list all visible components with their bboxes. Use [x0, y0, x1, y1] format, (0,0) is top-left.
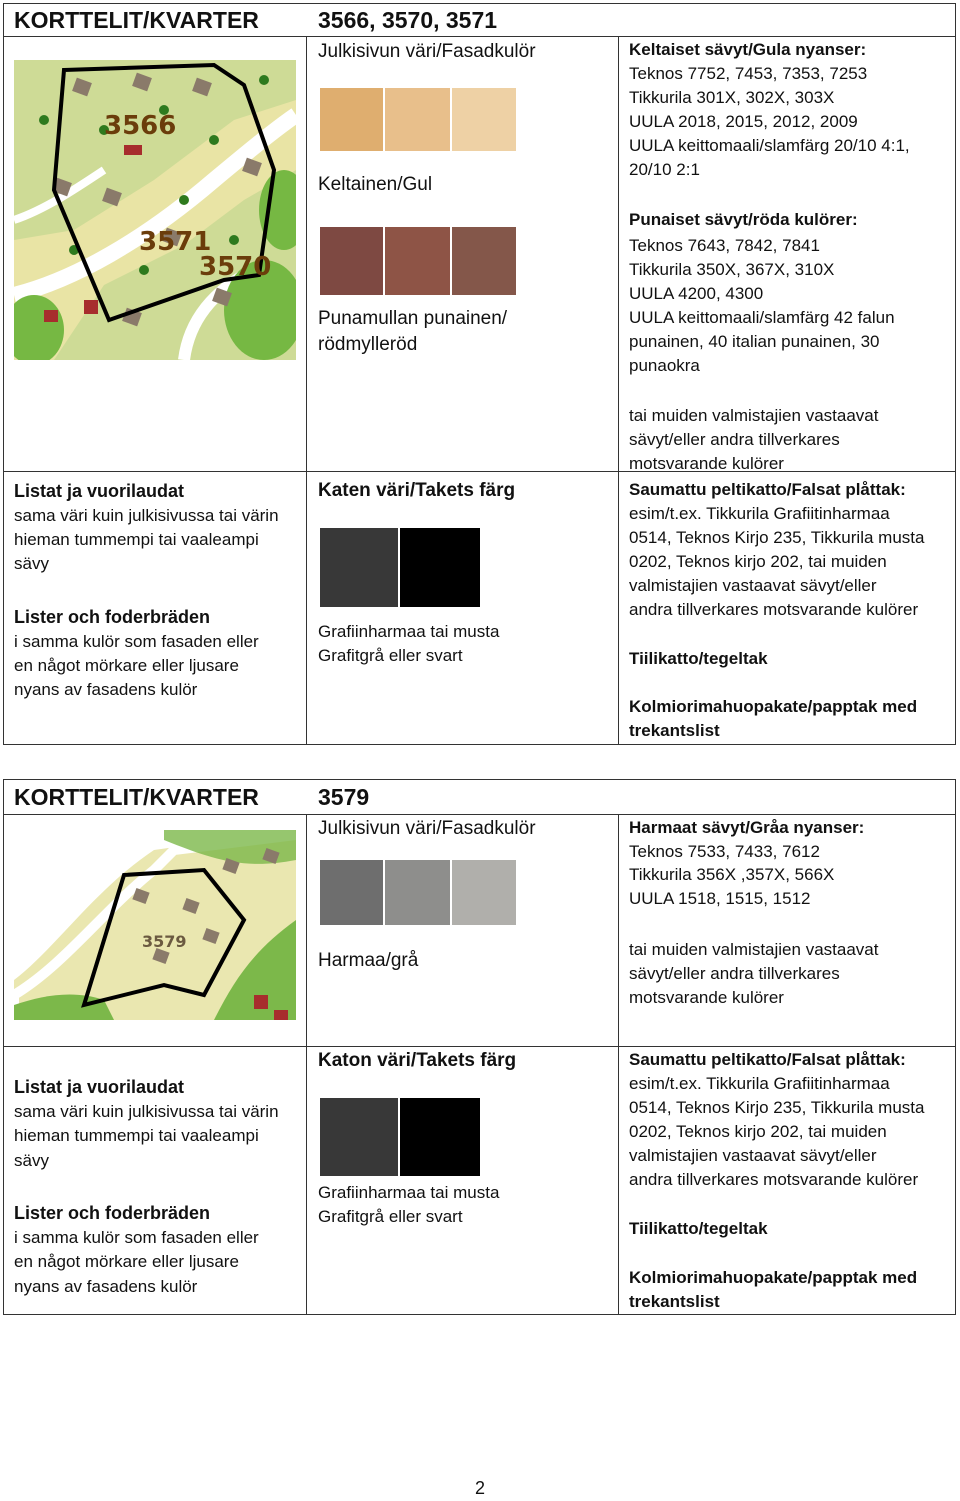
roof-label-line-2: Grafitgrå eller svart [318, 646, 463, 665]
roof-label-line-1: Grafiinharmaa tai musta [318, 622, 500, 641]
red-shade-line: UULA keittomaali/slamfärg 42 falun [629, 308, 895, 327]
tile-roof-label-2: Tiilikatto/tegeltak [629, 1219, 768, 1238]
map-label-3566: 3566 [104, 111, 177, 141]
yellow-label: Keltainen/Gul [318, 174, 433, 195]
tile-roof-label: Tiilikatto/tegeltak [629, 649, 768, 668]
trim-sv-line: i samma kulör som fasaden eller [14, 632, 259, 651]
seam-roof-line: esim/t.ex. Tikkurila Grafiitinharmaa [629, 1074, 890, 1093]
grey-shade-line: UULA 1518, 1515, 1512 [629, 889, 811, 908]
roof-swatch-graphite [320, 528, 398, 607]
red-shade-line: punaokra [629, 356, 700, 375]
note-line: tai muiden valmistajien vastaavat [629, 406, 879, 425]
seam-roof-line: 0202, Teknos kirjo 202, tai muiden [629, 552, 887, 571]
section-2-header-label: KORTTELIT/KVARTER [14, 784, 259, 810]
trim-sv-line: en något mörkare eller ljusare [14, 656, 239, 675]
note-line: motsvarande kulörer [629, 988, 784, 1007]
trim-fi-line: hieman tummempi tai vaaleampi [14, 1126, 259, 1145]
red-label-line-1: Punamullan punainen/ [318, 308, 508, 329]
yellow-shade-line: UULA keittomaali/slamfärg 20/10 4:1, [629, 136, 910, 155]
note-line: tai muiden valmistajien vastaavat [629, 940, 879, 959]
red-shade-line: UULA 4200, 4300 [629, 284, 764, 303]
trim-sv-line: nyans av fasadens kulör [14, 680, 198, 699]
felt-roof-label-2: trekantslist [629, 1292, 720, 1311]
red-shades-title: Punaiset sävyt/röda kulörer: [629, 210, 858, 229]
red-swatch-2 [385, 227, 450, 295]
map-label-3571: 3571 [139, 227, 212, 257]
facade-color-heading: Julkisivun väri/Fasadkulör [318, 41, 536, 62]
grey-shades-title: Harmaat sävyt/Gråa nyanser: [629, 818, 865, 837]
trim-fi-line: sama väri kuin julkisivussa tai värin [14, 1102, 279, 1121]
grey-swatch-1 [320, 860, 383, 925]
seam-roof-line: 0202, Teknos kirjo 202, tai muiden [629, 1122, 887, 1141]
lower-row [4, 471, 955, 472]
grey-shade-line: Tikkurila 356X ,357X, 566X [629, 865, 835, 884]
section-1-block-numbers: 3566, 3570, 3571 [318, 7, 498, 33]
seam-roof-title-2: Saumattu peltikatto/Falsat plåttak: [629, 1050, 906, 1069]
seam-roof-line: valmistajien vastaavat sävyt/eller [629, 576, 877, 595]
felt-roof-label-2: trekantslist [629, 721, 720, 740]
trim-fi-line: hieman tummempi tai vaaleampi [14, 530, 259, 549]
roof-swatch-black [400, 528, 480, 607]
red-label-line-2: rödmylleröd [318, 334, 418, 355]
roof-swatch-graphite [320, 1098, 398, 1176]
seam-roof-line: 0514, Teknos Kirjo 235, Tikkurila musta [629, 528, 925, 547]
yellow-shade-line: UULA 2018, 2015, 2012, 2009 [629, 112, 858, 131]
block-map-3566 [14, 60, 296, 360]
red-swatch-3 [452, 227, 516, 295]
trim-fi-title-2: Listat ja vuorilaudat [14, 1077, 185, 1097]
seam-roof-line: valmistajien vastaavat sävyt/eller [629, 1146, 877, 1165]
grey-swatch-3 [452, 860, 516, 925]
note-line: sävyt/eller andra tillverkares [629, 964, 840, 983]
yellow-swatch-2 [385, 88, 450, 151]
red-shade-line: Tikkurila 350X, 367X, 310X [629, 260, 835, 279]
yellow-swatch-3 [452, 88, 516, 151]
red-swatch-1 [320, 227, 383, 295]
trim-fi-line: sama väri kuin julkisivussa tai värin [14, 506, 279, 525]
red-shade-line: punainen, 40 italian punainen, 30 [629, 332, 880, 351]
yellow-shade-line: 20/10 2:1 [629, 160, 700, 179]
roof-swatch-black [400, 1098, 480, 1176]
seam-roof-line: andra tillverkares motsvarande kulörer [629, 1170, 919, 1189]
trim-sv-line: en något mörkare eller ljusare [14, 1252, 239, 1271]
map-label-3570: 3570 [199, 252, 272, 282]
felt-roof-label-1: Kolmiorimahuopakate/papptak med [629, 1268, 918, 1287]
roof-label-line-2: Grafitgrå eller svart [318, 1207, 463, 1226]
trim-sv-title-2: Lister och foderbräden [14, 1203, 211, 1223]
note-line: sävyt/eller andra tillverkares [629, 430, 840, 449]
roof-color-heading-2: Katon väri/Takets färg [318, 1050, 517, 1071]
yellow-shade-line: Teknos 7752, 7453, 7353, 7253 [629, 64, 868, 83]
trim-sv-line: i samma kulör som fasaden eller [14, 1228, 259, 1247]
trim-fi-title: Listat ja vuorilaudat [14, 481, 185, 501]
note-line: motsvarande kulörer [629, 454, 784, 473]
section-2-block-numbers: 3579 [318, 784, 370, 810]
seam-roof-line: andra tillverkares motsvarande kulörer [629, 600, 919, 619]
yellow-swatch-1 [320, 88, 383, 151]
grey-shade-line: Teknos 7533, 7433, 7612 [629, 842, 820, 861]
map-label-3579: 3579 [142, 932, 187, 951]
yellow-shades-title: Keltaiset sävyt/Gula nyanser: [629, 40, 867, 59]
block-map-3579 [14, 830, 296, 1020]
trim-fi-line: sävy [14, 554, 49, 573]
red-shade-line: Teknos 7643, 7842, 7841 [629, 236, 820, 255]
roof-label-line-1: Grafiinharmaa tai musta [318, 1183, 500, 1202]
page-number: 2 [474, 1478, 485, 1498]
felt-roof-label-1: Kolmiorimahuopakate/papptak med [629, 697, 918, 716]
trim-fi-line: sävy [14, 1151, 49, 1170]
seam-roof-line: 0514, Teknos Kirjo 235, Tikkurila musta [629, 1098, 925, 1117]
grey-swatch-2 [385, 860, 450, 925]
section-1-header-label: KORTTELIT/KVARTER [14, 7, 259, 33]
facade-color-heading-2: Julkisivun väri/Fasadkulör [318, 818, 536, 839]
trim-sv-line: nyans av fasadens kulör [14, 1277, 198, 1296]
roof-color-heading: Katen väri/Takets färg [318, 480, 516, 501]
yellow-shade-line: Tikkurila 301X, 302X, 303X [629, 88, 835, 107]
trim-sv-title: Lister och foderbräden [14, 607, 211, 627]
seam-roof-line: esim/t.ex. Tikkurila Grafiitinharmaa [629, 504, 890, 523]
seam-roof-title: Saumattu peltikatto/Falsat plåttak: [629, 480, 906, 499]
grey-label: Harmaa/grå [318, 950, 419, 971]
